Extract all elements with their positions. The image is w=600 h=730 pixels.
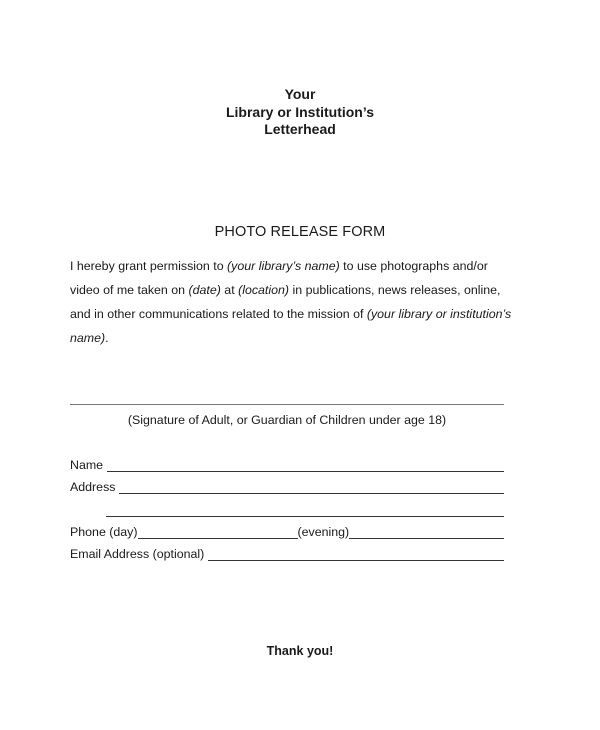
address-field-line-2[interactable] — [106, 504, 504, 517]
placeholder-date: (date) — [188, 283, 221, 297]
para-text: I hereby grant permission to — [70, 259, 228, 273]
name-label: Name — [70, 458, 104, 472]
address-field-line-1[interactable] — [119, 481, 504, 494]
para-text: to use photographs and/or video of me taken on — [70, 259, 488, 297]
address-label: Address — [70, 480, 116, 494]
signature-label: (Signature of Adult, or Guardian of Children under age 18) — [127, 413, 447, 427]
form-title: PHOTO RELEASE FORM — [214, 224, 386, 240]
placeholder-institution-name: (your library or institution’s name) — [70, 307, 512, 345]
email-label: Email Address (optional) — [70, 547, 205, 561]
permission-paragraph — [70, 254, 520, 350]
address-field-row-2 — [106, 501, 504, 517]
placeholder-library-name: (your library’s name) — [227, 259, 340, 273]
letterhead-line-3: Letterhead — [264, 121, 336, 137]
letterhead-line-1: Your — [284, 86, 316, 102]
phone-day-field[interactable] — [138, 526, 298, 539]
email-field-row — [70, 545, 504, 561]
name-field[interactable] — [107, 459, 504, 472]
address-field-row — [70, 478, 504, 494]
email-field[interactable] — [208, 548, 504, 561]
para-text: in publications, news releases, online, and in other communications related to the mission of — [70, 283, 501, 321]
letterhead — [0, 86, 600, 139]
placeholder-location: (location) — [238, 283, 290, 297]
phone-evening-field[interactable] — [349, 526, 504, 539]
closing-text: Thank you! — [266, 644, 334, 658]
signature-line[interactable] — [70, 404, 504, 405]
phone-field-row — [70, 523, 504, 539]
para-text: at — [220, 283, 239, 297]
letterhead-line-2: Library or Institution’s — [225, 103, 375, 120]
phone-evening-label: (evening) — [297, 525, 350, 539]
para-text: . — [105, 331, 109, 345]
phone-day-label: Phone (day) — [70, 525, 138, 539]
name-field-row — [70, 456, 504, 472]
